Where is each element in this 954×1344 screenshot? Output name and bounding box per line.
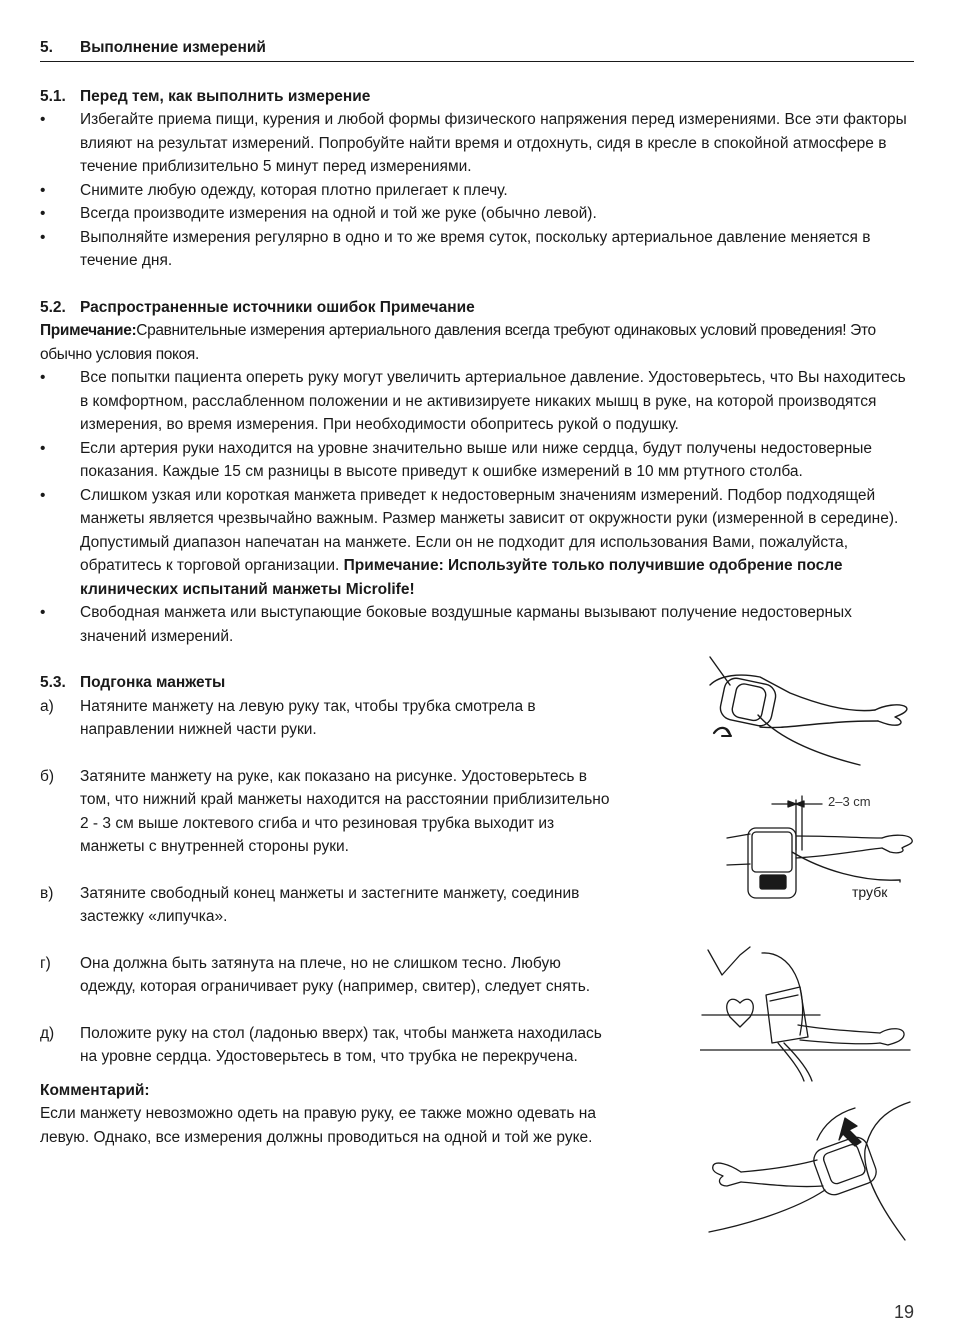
step-text: Затяните манжету на руке, как показано на рисунке. Удостоверьтесь в том, что нижний край манжеты находится на расстоянии приблизительно 2 - 3 см выше локтевого сгиба и что резиновая трубка выходит из манжеты с внутренней стороны руки. [80, 767, 610, 855]
note-label: Примечание: [40, 322, 137, 339]
figure-cuff-on-arm [700, 655, 915, 770]
step-item [40, 765, 610, 859]
step-mark: д) [40, 1024, 55, 1042]
list-item: • Все попытки пациента опереть руку могут увеличить артериальное давление. Удостоверьтесь, что Вы находитесь в комфортном, расслабленном положении и не активизируете никаких мышц в руке, на которой производятся измерения, во время измерения. При необходимости обопритесь рукой о подушку. [40, 366, 914, 437]
list-item: • Слишком узкая или короткая манжета приведет к недостоверным значениям измерений. Подбор подходящей манжеты является чрезвычайно важным. Размер манжеты зависит от окружности руки (измеренной в середине). Допустимый диапазон напечатан на манжете. Если он не подходит для использования Вами, пожалуйста, обратитесь к торговой организации. Примечание: Используйте только получившие одобрение после клинических испытаний манжеты Microlife! [40, 486, 899, 598]
comment-text: Если манжету невозможно одеть на правую руку, ее также можно одевать на левую. Однако, все измерения должны проводиться на одной и той же руке. [40, 1105, 596, 1146]
step-mark: б) [40, 767, 55, 785]
bullet-text: Слишком узкая или короткая манжета приведет к недостоверным значениям измерений. Подбор подходящей манжеты является чрезвычайно важным. Размер манжеты зависит от окружности руки (измеренной в середине). Допустимый диапазон напечатан на манжете. Если он не подходит для использования Вами, пожалуйста, обратитесь к торговой организации. [80, 486, 899, 574]
bullet-text: Избегайте приема пищи, курения и любой формы физического напряжения перед измерениями. Все эти факторы влияют на результат измерений. Попробуйте найти время и отдохнуть, сидя в кресле в спокойной атмосфере в течение приблизительно 5 минут перед измерениями. [80, 111, 907, 175]
chapter-heading [40, 36, 914, 62]
section-number: 5.2. [40, 298, 66, 316]
step-mark: а) [40, 697, 54, 715]
page-number: 19 [893, 1301, 914, 1322]
section-title: Распространенные источники ошибок Примечание [80, 298, 475, 316]
figure-cuff-fastened [705, 1100, 915, 1245]
bullet-text: Если артерия руки находится на уровне значительно выше или ниже сердца, будут получены недостоверные показания. Каждые 15 см разницы в высоте приведут к ошибке измерений в 10 мм ртутного столба. [80, 439, 873, 480]
bullet-text: Выполняйте измерения регулярно в одно и то же время суток, поскольку артериальное давление меняется в течение дня. [80, 228, 871, 269]
step-item [40, 952, 610, 999]
step-item [40, 882, 610, 929]
step-item [40, 1022, 610, 1069]
chapter-number: 5. [40, 39, 53, 56]
section-5-2-heading [40, 296, 914, 320]
bullet-text: Всегда производите измерения на одной и той же руке (обычно левой). [80, 205, 597, 222]
step-item [40, 695, 610, 742]
note-text: Сравнительные измерения артериального давления всегда требуют одинаковых условий проведения! Это обычно условия покоя. [40, 322, 876, 363]
tube-label: трубк [852, 884, 888, 900]
list-item: • Свободная манжета или выступающие боковые воздушные карманы вызывают получение недостоверных значений измерений. [40, 601, 914, 648]
section-number: 5.3. [40, 674, 66, 691]
chapter-title: Выполнение измерений [80, 39, 266, 56]
measure-label: 2–3 cm [828, 794, 871, 809]
figure-heart-level [700, 945, 915, 1085]
step-text: Положите руку на стол (ладонью вверх) так, чтобы манжета находилась на уровне сердца. Удостоверьтесь в том, что трубка не перекручена. [80, 1024, 602, 1065]
comment-label: Комментарий: [40, 1081, 150, 1099]
section-5-3-heading [40, 671, 610, 695]
list-item: • Снимите любую одежду, которая плотно прилегает к плечу. [40, 179, 914, 203]
note-paragraph [40, 319, 914, 366]
bold-note: Примечание: Используйте только получившие одобрение после клинических испытаний манжеты Microlife! [80, 557, 843, 598]
section-title: Подгонка манжеты [80, 674, 226, 691]
section-5-1-heading [40, 85, 914, 109]
figure-cuff-position [722, 790, 922, 910]
section-5-3 [40, 671, 610, 1149]
bullet-text: Снимите любую одежду, которая плотно прилегает к плечу. [80, 181, 508, 199]
list-item: • Выполняйте измерения регулярно в одно и то же время суток, поскольку артериальное давление меняется в течение дня. [40, 226, 914, 273]
step-mark: в) [40, 884, 54, 902]
step-text: Натяните манжету на левую руку так, чтобы трубка смотрела в направлении нижней части руки. [80, 697, 536, 738]
step-mark: г) [40, 954, 51, 972]
list-item: • Избегайте приема пищи, курения и любой формы физического напряжения перед измерениями. Все эти факторы влияют на результат измерений. Попробуйте найти время и отдохнуть, сидя в кресле в спокойной атмосфере в течение приблизительно 5 минут перед измерениями. [40, 108, 914, 179]
list-item: • Всегда производите измерения на одной и той же руке (обычно левой). [40, 202, 914, 226]
section-number: 5.1. [40, 87, 66, 105]
section-title: Перед тем, как выполнить измерение [80, 87, 371, 105]
step-text: Она должна быть затянута на плече, но не слишком тесно. Любую одежду, которая ограничивает руку (например, свитер), следует снять. [80, 954, 591, 995]
list-item: • Если артерия руки находится на уровне значительно выше или ниже сердца, будут получены недостоверные показания. Каждые 15 см разницы в высоте приведут к ошибке измерений в 10 мм ртутного столба. [40, 437, 914, 484]
step-text: Затяните свободный конец манжеты и застегните манжету, соединив застежку «липучка». [80, 884, 580, 925]
bullet-text: Свободная манжета или выступающие боковые воздушные карманы вызывают получение недостоверных значений измерений. [80, 604, 852, 645]
bullet-text: Все попытки пациента опереть руку могут увеличить артериальное давление. Удостоверьтесь, что Вы находитесь в комфортном, расслабленном положении и не активизируете никаких мышц в руке, на которой производятся измерения, во время измерения. При необходимости обопритесь рукой о подушку. [80, 369, 906, 433]
